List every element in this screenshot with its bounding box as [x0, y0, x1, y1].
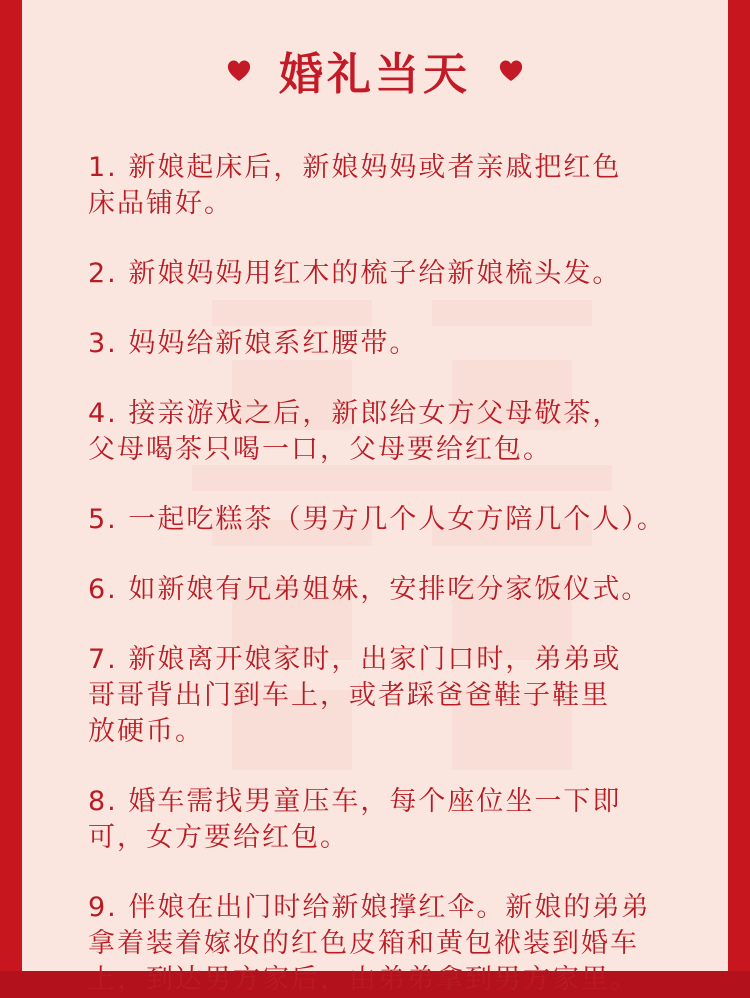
heart-icon	[497, 56, 525, 84]
right-red-border	[728, 0, 750, 971]
list-item: 2. 新娘妈妈用红木的梳子给新娘梳头发。	[88, 258, 622, 289]
heart-icon	[225, 56, 253, 84]
list-item: 5. 一起吃糕茶（男方几个人女方陪几个人）。	[88, 504, 666, 535]
content-card	[22, 0, 728, 995]
list-item: 3. 妈妈给新娘系红腰带。	[88, 328, 419, 359]
list-item: 7. 新娘离开娘家时，出家门口时，弟弟或 哥哥背出门到车上，或者踩爸爸鞋子鞋里 放硬币。	[88, 644, 622, 747]
list-item: 4. 接亲游戏之后，新郎给女方父母敬茶， 父母喝茶只喝一口，父母要给红包。	[88, 398, 622, 465]
wedding-day-list	[88, 150, 698, 998]
left-red-border	[0, 0, 22, 971]
list-item: 1. 新娘起床后，新娘妈妈或者亲戚把红色 床品铺好。	[88, 152, 622, 219]
list-item: 9. 伴娘在出门时给新娘撑红伞。新娘的弟弟 拿着装着嫁妆的红色皮箱和黄包袱装到婚车 上，到达男方家后，由弟弟拿到男方家里。	[88, 892, 651, 995]
list-item: 6. 如新娘有兄弟姐妹，安排吃分家饭仪式。	[88, 574, 651, 605]
page-title: 婚礼当天	[279, 49, 471, 100]
list-item: 8. 婚车需找男童压车，每个座位坐一下即 可，女方要给红包。	[88, 786, 622, 853]
title-row	[22, 38, 728, 102]
